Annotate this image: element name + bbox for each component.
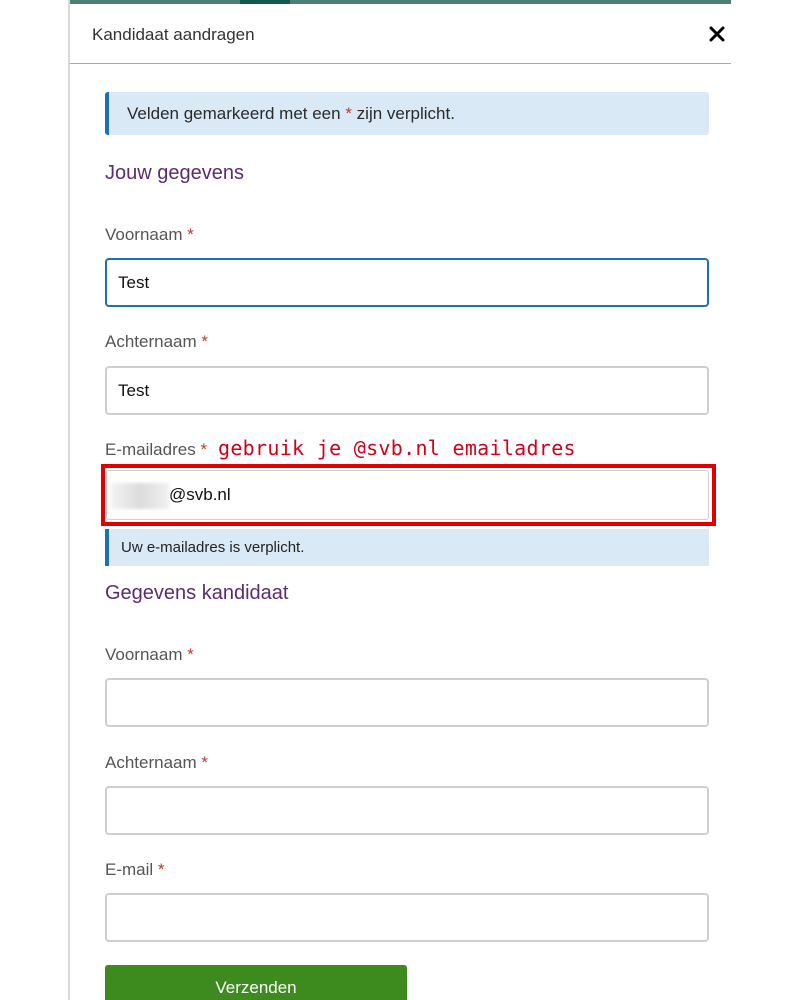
last-name-label-text: Achternaam (105, 332, 197, 351)
required-marker: * (200, 440, 208, 459)
first-name-input[interactable] (105, 258, 709, 307)
candidate-email-input[interactable] (105, 893, 709, 942)
last-name-input[interactable] (105, 366, 709, 415)
required-marker: * (187, 645, 194, 664)
candidate-first-name-label-text: Voornaam (105, 645, 183, 664)
candidate-modal (70, 4, 731, 1000)
last-name-label (105, 332, 208, 352)
first-name-label-text: Voornaam (105, 225, 183, 244)
email-label-text: E-mailadres (105, 440, 196, 459)
notice-prefix: Velden gemarkeerd met een (127, 104, 346, 123)
email-label (105, 440, 207, 460)
section-heading-your-details: Jouw gegevens (105, 162, 244, 184)
required-fields-notice (105, 92, 709, 135)
candidate-last-name-label (105, 753, 208, 773)
candidate-last-name-input[interactable] (105, 786, 709, 835)
email-error-message (105, 529, 709, 566)
email-error-text: Uw e-mailadres is verplicht. (121, 539, 305, 556)
section-heading-candidate-details: Gegevens kandidaat (105, 582, 289, 604)
required-fields-notice-text (127, 104, 455, 124)
candidate-email-label-text: E-mail (105, 860, 154, 879)
required-marker: * (345, 104, 352, 123)
candidate-first-name-label (105, 645, 194, 665)
annotation-svb-email-hint: gebruik je @svb.nl emailadres (218, 436, 576, 460)
email-input-value: @svb.nl (169, 485, 231, 504)
first-name-label (105, 225, 194, 245)
submit-button[interactable]: Verzenden (105, 965, 407, 1000)
annotation-highlight-box (101, 464, 716, 526)
modal-header (70, 4, 731, 64)
close-button[interactable] (706, 23, 728, 45)
candidate-last-name-label-text: Achternaam (105, 753, 197, 772)
candidate-email-label (105, 860, 165, 880)
required-marker: * (201, 332, 209, 351)
required-marker: * (157, 860, 165, 879)
close-icon (706, 23, 728, 45)
required-marker: * (187, 225, 194, 244)
modal-title: Kandidaat aandragen (92, 25, 255, 44)
notice-suffix: zijn verplicht. (351, 104, 455, 123)
required-marker: * (201, 753, 209, 772)
candidate-first-name-input[interactable] (105, 678, 709, 727)
